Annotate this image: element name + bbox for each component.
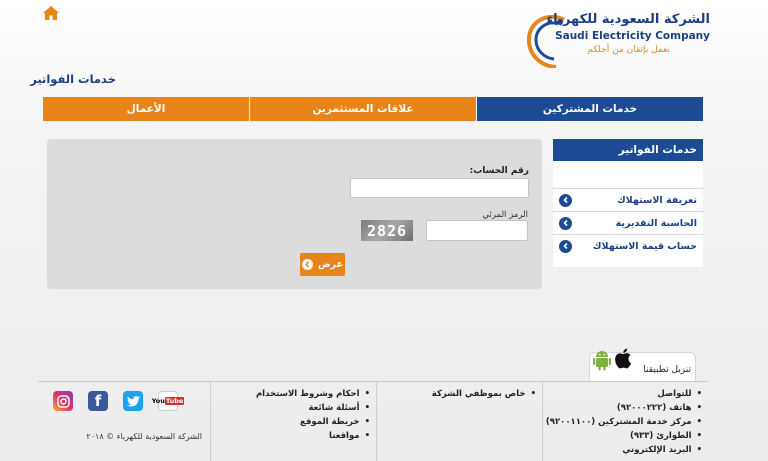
show-button-label: عرض: [317, 259, 344, 270]
facebook-icon[interactable]: f: [88, 391, 108, 411]
captcha-image: 2826: [361, 220, 413, 241]
download-app-label: تنزيل تطبيقنا: [643, 365, 691, 375]
twitter-icon[interactable]: [123, 391, 143, 411]
page-title: خدمات الفواتير: [30, 72, 116, 86]
arrow-left-icon: [559, 194, 572, 207]
footer-terms-link[interactable]: • احكام وشروط الاستخدام: [256, 389, 370, 399]
footer-email[interactable]: • البريد الإلكتروني: [622, 445, 702, 455]
logo-arabic-text: الشركة السعودية للكهرباء: [546, 12, 710, 27]
arrow-left-icon: [559, 217, 572, 230]
arrow-left-icon: [559, 240, 572, 253]
copyright-text: الشركة السعودية للكهرباء © ٢٠١٨: [86, 432, 202, 441]
logo-english-text: Saudi Electricity Company: [555, 30, 710, 42]
footer-sitemap-link[interactable]: • خريطة الموقع: [300, 417, 370, 427]
youtube-icon[interactable]: YouTube: [158, 391, 178, 411]
captcha-input[interactable]: [426, 220, 528, 241]
show-button[interactable]: [300, 253, 345, 276]
site-footer: [38, 381, 708, 461]
main-nav: [43, 97, 703, 121]
sidebar-item-estimate-calculator[interactable]: [553, 211, 703, 234]
sidebar-item-consumption-tariff[interactable]: [553, 188, 703, 211]
account-number-label: رقم الحساب:: [469, 166, 529, 176]
tab-investor-relations[interactable]: علاقات المستثمرين: [250, 97, 477, 121]
sidebar-title: خدمات الفواتير: [553, 139, 703, 161]
billing-services-menu: [553, 139, 703, 267]
home-icon[interactable]: [42, 5, 60, 21]
account-number-input[interactable]: [350, 178, 529, 198]
captcha-label: الرمز المرئي: [482, 210, 528, 220]
footer-emergency[interactable]: • الطوارئ (٩٣٣): [630, 431, 702, 441]
footer-contact: [543, 382, 708, 461]
footer-locations-link[interactable]: • مواقعنا: [329, 431, 370, 441]
footer-employees-link[interactable]: • خاص بموظفي الشركة: [432, 389, 536, 399]
footer-phone[interactable]: • هاتف (٩٢٠٠٠٢٢٢): [617, 403, 702, 413]
footer-contact-heading: • للتواصل: [657, 389, 702, 399]
instagram-icon[interactable]: [53, 391, 73, 411]
footer-links: [211, 382, 376, 461]
sidebar-item-consumption-value[interactable]: [553, 234, 703, 257]
download-app-box: [589, 352, 696, 382]
bill-inquiry-form: [47, 139, 542, 289]
footer-employees: [376, 382, 543, 461]
footer-social: [38, 382, 211, 461]
sidebar-item-label: حساب قيمة الاستهلاك: [592, 240, 697, 252]
sidebar-item-label: الحاسبة التقديرية: [615, 217, 697, 229]
footer-faq-link[interactable]: • أسئلة شائعة: [309, 403, 370, 413]
chevron-left-icon: [302, 259, 313, 270]
apple-icon[interactable]: [615, 347, 633, 373]
android-icon[interactable]: [592, 349, 612, 375]
tab-business[interactable]: الأعمال: [43, 97, 250, 121]
tab-subscriber-services[interactable]: خدمات المشتركين: [477, 97, 703, 121]
sidebar-item-label: تعريفة الاستهلاك: [616, 194, 697, 206]
company-logo[interactable]: [524, 12, 710, 70]
logo-tagline: نعمل بإتقان من أجلكم: [587, 45, 670, 55]
footer-customer-center[interactable]: • مركز خدمة المشتركين (٩٢٠٠١١٠٠): [546, 417, 702, 427]
